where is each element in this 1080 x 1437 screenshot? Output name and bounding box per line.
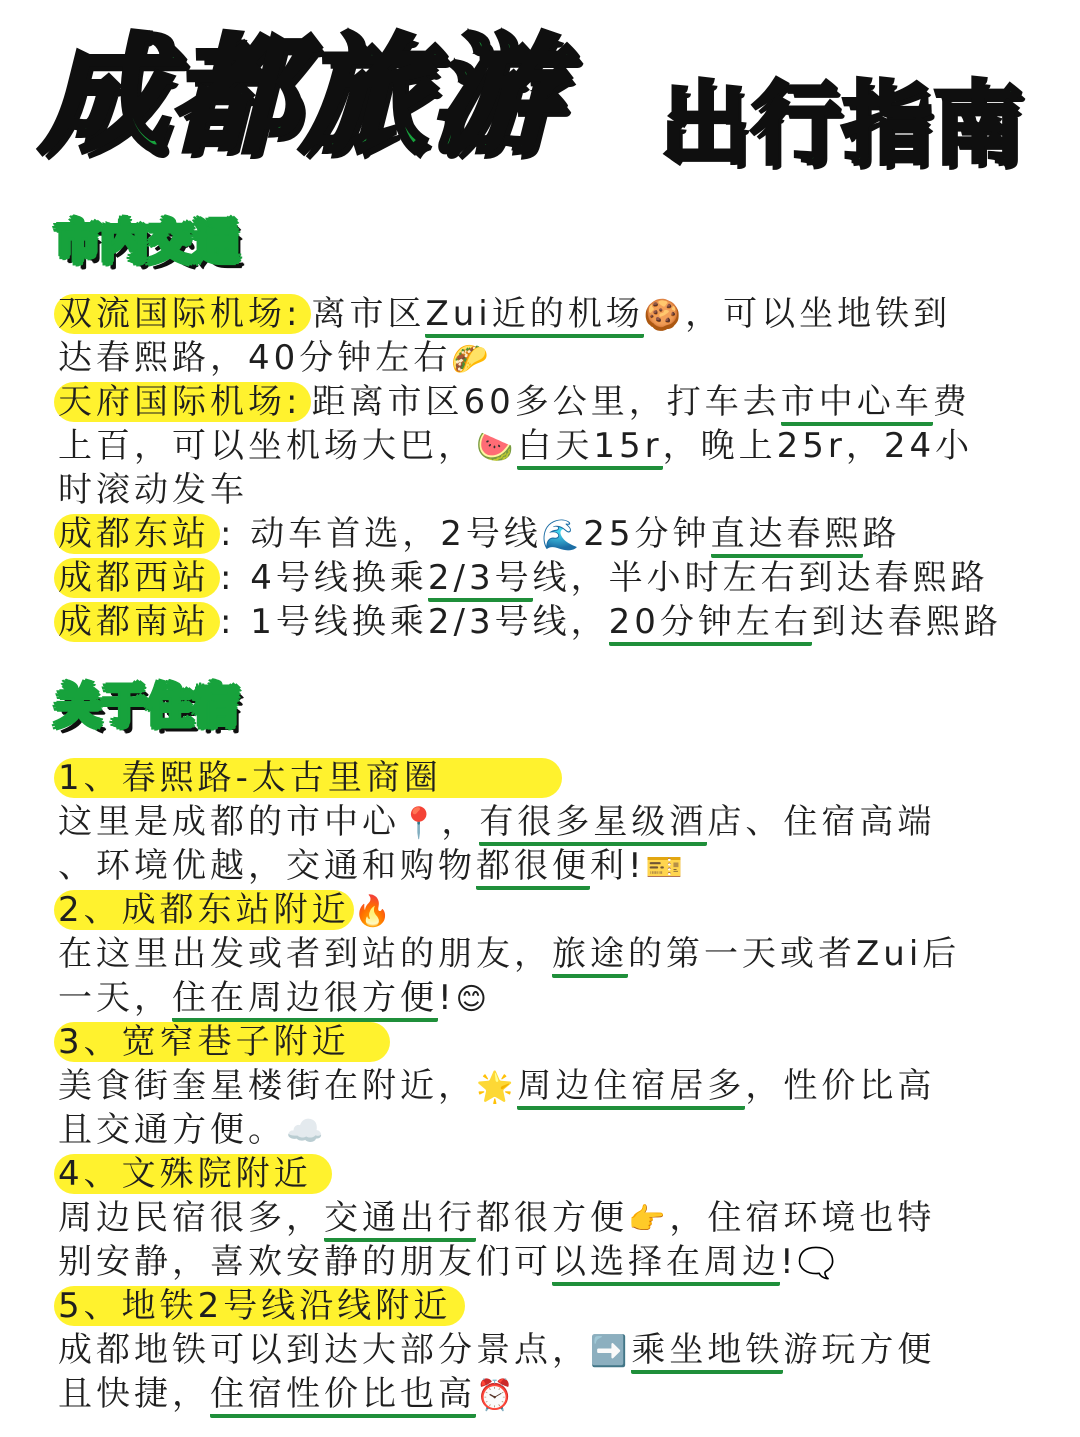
smile-icon: 😊 [455,982,491,1017]
pin-icon: 📍 [400,806,442,841]
section-heading-lodging: 关于住宿 [55,679,239,733]
item-label: 成都东站 [54,514,220,554]
taco-icon: 🌮 [451,342,493,377]
fire-icon: 🔥 [353,894,395,929]
speech-bubble-icon: 🗨️ [797,1246,839,1281]
item-label: 天府国际机场: [54,382,311,422]
star-icon: 🌟 [476,1070,518,1105]
transport-item-south-station: 成都南站 : 1号线换乘2/3号线，20分钟左右到达春熙路 [58,600,1018,644]
lodging-item-title: 1、春熙路-太古里商圈 [58,756,1018,800]
page-title: 成都旅游 [40,22,561,171]
lodging-item-title: 5、地铁2号线沿线附近 [58,1284,1018,1328]
wave-icon: 🌊 [541,518,584,553]
item-label: 双流国际机场: [54,294,311,334]
page-subtitle: 出行指南 [660,72,1024,177]
pointing-hand-icon: 👉 [628,1202,670,1237]
section-heading-transport: 市内交通 [55,215,239,269]
transport-item-west-station: 成都西站 : 4号线换乘2/3号线，半小时左右到达春熙路 [58,556,1018,600]
transport-item-shuangliu: 双流国际机场: 离市区Zui近的机场🍪，可以坐地铁到 [58,292,1018,336]
transport-item-east-station: 成都东站 : 动车首选，2号线🌊25分钟直达春熙路 [58,512,1018,556]
lodging-item-title: 3、宽窄巷子附近 [58,1020,1018,1064]
lodging-item-title: 4、文殊院附近 [58,1152,1018,1196]
cookie-icon: 🍪 [643,298,686,333]
lodging-item-title: 2、成都东站附近 🔥 [58,888,1018,932]
watermelon-icon: 🍉 [476,430,518,465]
transport-section: 双流国际机场: 离市区Zui近的机场🍪，可以坐地铁到 达春熙路，40分钟左右🌮 天府国际机场: 距离市区60多公里，打车去市中心车费 上百，可以坐机场大巴，🍉白天15r，晚上25r，24小 时滚动发车 成都东站 : 动车首选，2号线🌊25分钟直达春熙路 成都西站 : 4号线换乘2/3号线，半小时左右到达春熙路 成都南站 : 1号线换乘2/3号线，20分钟左右到达春熙路 [58,292,1018,644]
right-arrow-icon: ➡️ [590,1334,632,1369]
item-label: 成都西站 [54,558,220,598]
item-label: 成都南站 [54,602,220,642]
ticket-icon: 🎫 [645,850,687,885]
cloud-icon: ☁️ [286,1114,328,1149]
lodging-section: 1、春熙路-太古里商圈 这里是成都的市中心📍，有很多星级酒店、住宿高端 、环境优越，交通和购物都很便利!🎫 2、成都东站附近 🔥 在这里出发或者到站的朋友，旅途的第一天或者Zui后 一天，住在周边很方便!😊 3、宽窄巷子附近 美食街奎星楼街在附近，🌟周边住宿居多，性价比高 且交通方便。☁️ 4、文殊院附近 周边民宿很多，交通出行都很方便👉，住宿环境也特 别安静，喜欢安静的朋友们可以选择在周边!🗨️ 5、地铁2号线沿线附近 成都地铁可以到达大部分景点，➡️乘坐地铁游玩方便 且快捷，住宿性价比也高⏰ [58,756,1018,1416]
alarm-clock-icon: ⏰ [476,1378,518,1413]
transport-item-tianfu: 天府国际机场: 距离市区60多公里，打车去市中心车费 [58,380,1018,424]
